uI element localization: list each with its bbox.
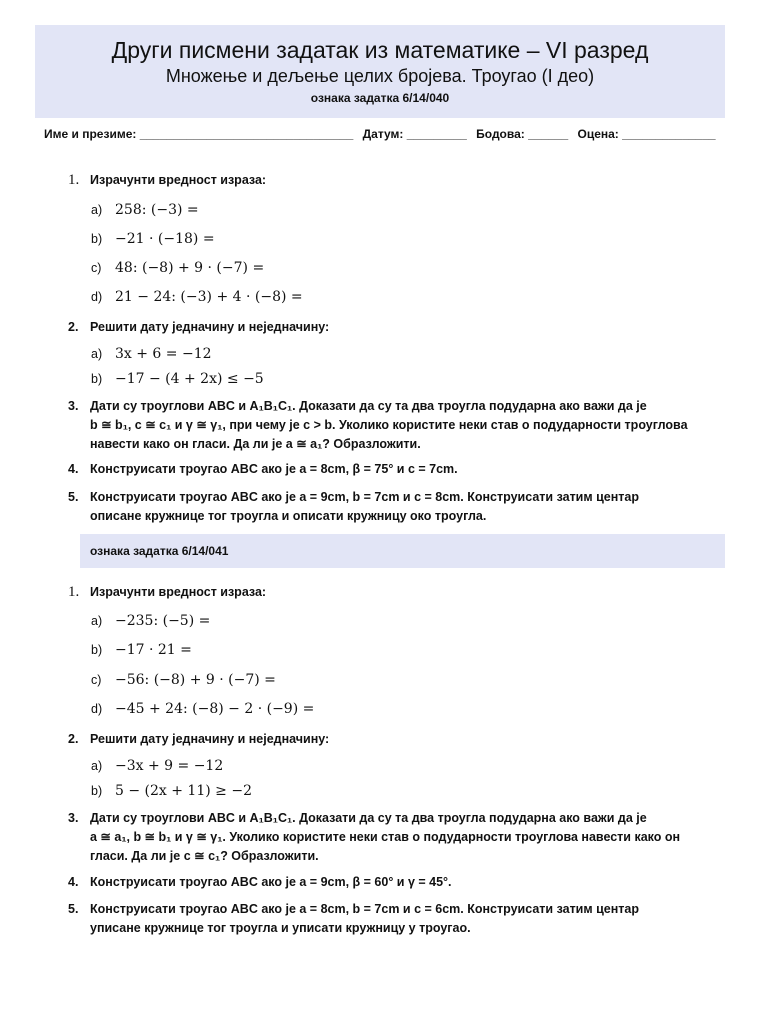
question-text-line: a ≅ a₁, b ≅ b₁ и γ ≅ γ₁. Уколико користите неки став о подударности троуглова навести како он [90,830,681,844]
item-label: a) [91,347,103,361]
question-number: 3. [68,811,79,825]
v1-question-4 [68,460,728,479]
v2-q1-b [91,641,192,659]
question-text: Решити дату једначину и неједначину: [90,320,330,334]
v1-q1-d [91,288,303,306]
v1-question-1 [68,171,728,190]
item-label: c) [91,673,102,687]
item-expression: 3x + 6 = −12 [115,346,212,362]
date-field[interactable]: Датум: _________ [362,127,467,141]
question-text: Конструисати троугао ABC ако је a = 8cm, β = 75° и c = 7cm. [90,462,458,476]
item-expression: −17 · 21 = [115,642,192,658]
item-label: a) [91,614,103,628]
question-number: 1. [68,172,80,188]
item-label: a) [91,203,103,217]
v2-question-5 [68,900,728,935]
question-text-line: Дати су троуглови ABC и A₁B₁C₁. Доказати да су та два троугла подударна ако важи да је [90,811,647,825]
item-label: d) [91,290,103,304]
item-expression: −17 − (4 + 2x) ≤ −5 [115,371,264,387]
v2-q1-d [91,700,314,718]
v2-q1-c [91,671,276,689]
v1-q1-b [91,230,215,248]
v2-question-3 [68,809,728,863]
student-fields [44,127,724,141]
question-text: Израчунти вредност израза: [90,585,267,599]
question-text: Конструисати троугао ABC ако је a = 9cm, β = 60° и γ = 45°. [90,875,452,889]
question-text-line: Конструисати троугао ABC ако је a = 8cm, b = 7cm и c = 6cm. Конструисати затим центар [90,902,639,916]
v1-question-3 [68,397,728,451]
item-expression: 21 − 24: (−3) + 4 · (−8) = [115,289,303,305]
page-title: Други писмени задатак из математике – VI разред [111,37,649,63]
question-text: Решити дату једначину и неједначину: [90,732,330,746]
v2-q2-b [91,782,252,800]
item-label: b) [91,372,103,386]
item-label: d) [91,702,103,716]
v2-question-1 [68,583,728,602]
question-number: 5. [68,490,79,504]
page-subtitle: Множење и дељење целих бројева. Троугао (I део) [165,66,595,86]
item-label: c) [91,261,102,275]
v1-question-2 [68,318,728,337]
v1-q2-b [91,370,264,388]
v1-q1-c [91,259,264,277]
item-label: a) [91,759,103,773]
question-text-line: Дати су троуглови ABC и A₁B₁C₁. Доказати да су та два троугла подударна ако важи да је [90,399,647,413]
question-number: 4. [68,875,79,889]
question-number: 3. [68,399,79,413]
item-expression: −235: (−5) = [115,613,211,629]
item-expression: 48: (−8) + 9 · (−7) = [115,260,265,276]
v2-q2-a [91,757,223,775]
question-number: 2. [68,320,79,334]
variant-code-band: ознака задатка 6/14/041 [80,534,725,568]
question-text: Израчунти вредност израза: [90,173,267,187]
item-expression: −45 + 24: (−8) − 2 · (−9) = [115,701,315,717]
v1-question-5 [68,488,728,523]
item-expression: 5 − (2x + 11) ≥ −2 [115,783,252,799]
v2-q1-a [91,612,210,630]
v2-question-2 [68,730,728,749]
question-text-line: гласи. Да ли је c ≅ c₁? Образложити. [90,849,319,863]
task-code: ознака задатка 6/14/040 [310,91,450,105]
question-text-line: Конструисати троугао ABC ако је a = 9cm, b = 7cm и c = 8cm. Конструисати затим центар [90,490,639,504]
question-text-line: уписане кружнице тог троугла и уписати кружницу у троугао. [90,921,471,935]
item-expression: −3x + 9 = −12 [115,758,224,774]
item-label: b) [91,643,103,657]
question-number: 4. [68,462,79,476]
question-number: 1. [68,584,80,600]
question-number: 2. [68,732,79,746]
item-expression: 258: (−3) = [115,202,199,218]
question-text-line: b ≅ b₁, c ≅ c₁ и γ ≅ γ₁, при чему је c > b. Уколико користите неки став о подударности троуглова [90,418,688,432]
name-field[interactable]: Име и презиме: ________________________________ [44,127,354,141]
item-label: b) [91,232,103,246]
question-number: 5. [68,902,79,916]
v2-question-4 [68,873,728,892]
question-text-line: описане кружнице тог троугла и описати кружницу око троугла. [90,509,487,523]
v1-q2-a [91,345,212,363]
grade-field[interactable]: Оцена: ______________ [577,127,716,141]
item-expression: −56: (−8) + 9 · (−7) = [115,672,276,688]
points-field[interactable]: Бодова: ______ [476,127,569,141]
item-label: b) [91,784,103,798]
question-text-line: навести како он гласи. Да ли је a ≅ a₁? Образложити. [90,437,421,451]
header-box [35,25,725,118]
v1-q1-a [91,201,199,219]
item-expression: −21 · (−18) = [115,231,215,247]
